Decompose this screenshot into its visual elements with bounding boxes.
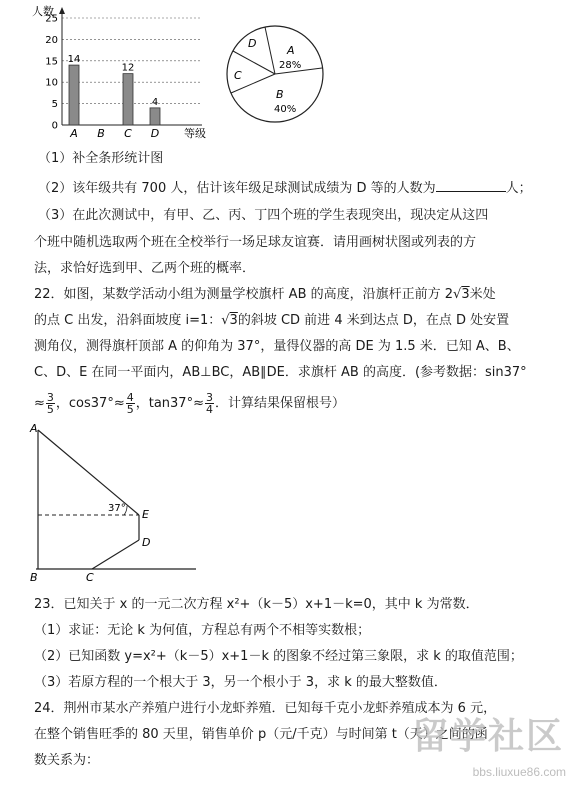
pie-label-b: B xyxy=(276,88,284,101)
x-category-label: D xyxy=(150,127,160,140)
bar-chart-ylabel: 人数 xyxy=(32,5,54,18)
bar-chart-yticks xyxy=(45,14,58,132)
q22-line5: ≈ $\frac{3}{5}$ ，cos37°≈ $\frac{4}{5}$ ，tan37°≈ $\frac{3}{4}$ ．计算结果保留根号） xyxy=(34,391,345,416)
bar-chart xyxy=(30,4,220,142)
q23-stem: 23．已知关于 x 的一元二次方程 x²+（k－5）x+1－k=0，其中 k 为常数． xyxy=(34,597,479,612)
label-c: C xyxy=(86,571,94,584)
y-tick-label: 20 xyxy=(45,34,58,46)
y-tick-label: 15 xyxy=(45,56,58,68)
x-category-label: B xyxy=(97,127,105,140)
x-category-label: C xyxy=(124,127,132,140)
answer-blank[interactable] xyxy=(436,179,506,192)
label-a: A xyxy=(30,422,38,435)
q21-part3-line2: 个班中随机选取两个班在全校举行一场足球友谊赛．请用画树状图或列表的方 xyxy=(34,235,477,250)
q23-part1: （1）求证：无论 k 为何值，方程总有两个不相等实数根； xyxy=(34,623,371,638)
pie-label-a: A xyxy=(287,44,295,57)
bar-d xyxy=(150,108,160,125)
y-tick-label: 0 xyxy=(51,120,58,132)
q23-part2: （2）已知函数 y=x²+（k－5）x+1－k 的图象不经过第三象限，求 k 的取值范围； xyxy=(34,649,523,664)
watermark-url: bbs.liuxue86.com xyxy=(472,765,566,779)
label-b: B xyxy=(30,571,38,584)
pie-value-a: 28% xyxy=(279,60,302,71)
fraction: $\frac{4}{5}$ xyxy=(126,391,134,416)
q23-part3: （3）若原方程的一个根大于 3，另一个根小于 3，求 k 的最大整数值． xyxy=(34,675,447,690)
bar-data-label: 14 xyxy=(67,54,81,66)
pie-label-c: C xyxy=(234,69,242,82)
watermark-logo: 留学社区 xyxy=(411,715,564,756)
label-e: E xyxy=(142,508,149,521)
fraction: $\frac{3}{5}$ xyxy=(46,391,54,416)
pie-value-b: 40% xyxy=(274,104,297,115)
bar-chart-xlabel: 等级 xyxy=(184,127,206,140)
fraction: $\frac{3}{4}$ xyxy=(205,391,213,416)
bar-chart-y-arrow xyxy=(59,7,65,14)
q21-part3-line3: 法，求恰好选到甲、乙两个班的概率． xyxy=(34,261,256,276)
q24-line2: 在整个销售旺季的 80 天里，销售单价 p（元/千克）与时间第 t（天）之间的函 xyxy=(34,727,488,742)
q21-part3-line1: （3）在此次测试中，有甲、乙、丙、丁四个班的学生表现突出，现决定从这四 xyxy=(38,208,489,223)
bar-data-label: 12 xyxy=(121,62,135,74)
q22-line2: 的点 C 出发，沿斜面坡度 i=1：√3的斜坡 CD 前进 4 米到达点 D，在点 D 处安置 xyxy=(34,313,510,328)
y-tick-label: 25 xyxy=(45,13,58,25)
label-d: D xyxy=(142,536,151,549)
angle-label: 37° xyxy=(108,503,126,514)
q22-line4: C、D、E 在同一平面内，AB⊥BC，AB∥DE．求旗杆 AB 的高度．(参考数据：sin37° xyxy=(34,365,527,380)
pie-label-d: D xyxy=(248,37,257,50)
y-tick-label: 5 xyxy=(51,99,58,111)
y-tick-label: 10 xyxy=(45,77,58,89)
flagpole-figure xyxy=(28,422,208,587)
bar-c xyxy=(123,74,133,125)
q21-part2: （2）该年级共有 700 人，估计该年级足球测试成绩为 D 等的人数为 人； xyxy=(38,181,532,196)
bar-data-label: 4 xyxy=(151,96,159,108)
q24-line1: 24．荆州市某水产养殖户进行小龙虾养殖．已知每千克小龙虾养殖成本为 6 元， xyxy=(34,701,497,716)
q24-line3: 数关系为： xyxy=(34,753,100,768)
q22-line3: 测角仪，测得旗杆顶部 A 的仰角为 37°，量得仪器的高 DE 为 1.5 米．已知 A、B、 xyxy=(34,339,520,354)
q21-part1: （1）补全条形统计图 xyxy=(38,151,164,166)
bar-a xyxy=(69,65,79,125)
pie-chart xyxy=(222,18,332,130)
q22-line1: 22．如图，某数学活动小组为测量学校旗杆 AB 的高度，沿旗杆正前方 2√3米处 xyxy=(34,287,496,302)
slope-cd xyxy=(92,540,139,569)
x-category-label: A xyxy=(70,127,78,140)
